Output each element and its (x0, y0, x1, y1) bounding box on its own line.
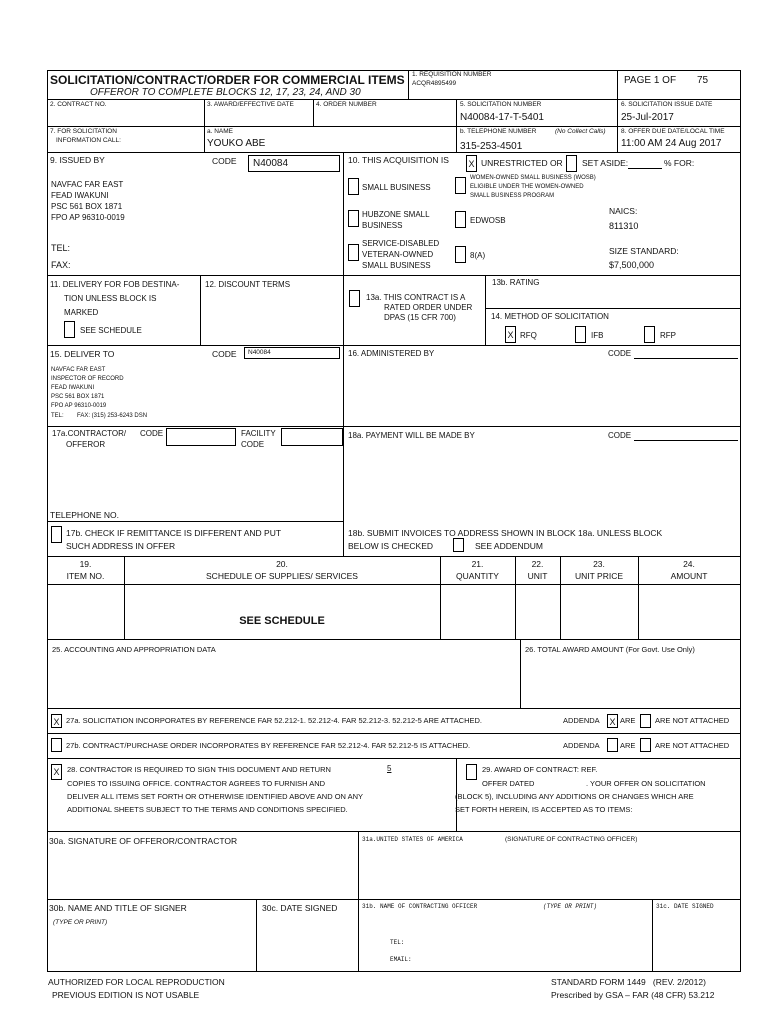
facility-code-label: CODE (241, 440, 265, 449)
issued-by-fax: FAX: (51, 260, 71, 270)
deliver-to-label: 15. DELIVER TO (50, 349, 115, 359)
issued-by-line-2: FEAD IWAKUNI (51, 191, 109, 200)
offer-due-date[interactable]: 11:00 AM 24 Aug 2017 (621, 138, 722, 149)
payment-label: 18a. PAYMENT WILL BE MADE BY (348, 431, 475, 440)
clause-27b-checkbox[interactable] (51, 738, 62, 752)
contractor-code-label: CODE (140, 429, 164, 438)
see-addendum-label: SEE ADDENDUM (475, 541, 544, 551)
co-tel-label: TEL: (390, 939, 405, 946)
col19-num: 19. (79, 559, 92, 569)
naics-code[interactable]: 811310 (609, 221, 639, 231)
see-addendum-checkbox[interactable] (453, 538, 464, 552)
remittance-line-1: 17b. CHECK IF REMITTANCE IS DIFFERENT AND PUT (66, 528, 282, 538)
rfq-label: RFQ (520, 331, 537, 340)
block29-line-4: SET FORTH HEREIN, IS ACCEPTED AS TO ITEMS: (455, 805, 633, 814)
deliver-to-line-5: FPO AP 96310-0019 (51, 403, 107, 409)
issued-by-line-1: NAVFAC FAR EAST (51, 180, 124, 189)
block11-line-1: 11. DELIVERY FOR FOB DESTINA- (50, 280, 180, 289)
size-standard-label: SIZE STANDARD: (609, 246, 679, 256)
set-aside-checkbox[interactable] (566, 155, 577, 172)
block29-line-3: (BLOCK 5), INCLUDING ANY ADDITIONS OR CHANGES WHICH ARE (455, 792, 694, 801)
col21-num: 21. (471, 559, 484, 569)
contractor-label-2: OFFEROR (66, 440, 106, 449)
form-title: SOLICITATION/CONTRACT/ORDER FOR COMMERCIAL ITEMS (50, 73, 405, 87)
co-name-label: 31b. NAME OF CONTRACTING OFFICER (362, 903, 478, 910)
small-business-checkbox[interactable] (348, 178, 359, 195)
block28-line-3: DELIVER ALL ITEMS SET FORTH OR OTHERWISE IDENTIFIED ABOVE AND ON ANY (67, 792, 364, 801)
co-type-note: (TYPE OR PRINT) (543, 903, 598, 910)
page-total: 75 (697, 75, 709, 86)
footer-left-2: PREVIOUS EDITION IS NOT USABLE (52, 990, 200, 1000)
footer-right-1: STANDARD FORM 1449 (REV. 2/2012) (551, 977, 706, 987)
block28-line-4: ADDITIONAL SHEETS SUBJECT TO THE TERMS AND CONDITIONS SPECIFIED. (67, 805, 348, 814)
addenda-27a-not-label: ARE NOT ATTACHED (655, 716, 730, 725)
rfq-checkbox[interactable]: X (505, 326, 516, 343)
clause-27b-text: 27b. CONTRACT/PURCHASE ORDER INCORPORATES BY REFERENCE FAR 52.212-4. FAR 52.212-5 IS ATTACHED. (66, 741, 471, 750)
block29-line-2b: . YOUR OFFER ON SOLICITATION (586, 779, 706, 788)
see-schedule-label: SEE SCHEDULE (80, 326, 142, 335)
contact-phone[interactable]: 315-253-4501 (460, 141, 523, 152)
offer-due-label: 8. OFFER DUE DATE/LOCAL TIME (621, 128, 725, 135)
dpas-line-2: RATED ORDER UNDER (384, 303, 473, 312)
accounting-label: 25. ACCOUNTING AND APPROPRIATION DATA (52, 645, 216, 654)
sdvosb-label-1: SERVICE-DISABLED (362, 239, 440, 248)
acquisition-label: 10. THIS ACQUISITION IS (348, 155, 449, 165)
col20-num: 20. (276, 559, 288, 569)
edwosb-checkbox[interactable] (455, 211, 466, 228)
requisition-label: 1. REQUISITION NUMBER (412, 71, 492, 78)
addenda-27b-not-label: ARE NOT ATTACHED (655, 741, 730, 750)
addenda-27a-not-checkbox[interactable] (640, 714, 651, 728)
co-signature-note: (SIGNATURE OF CONTRACTING OFFICER) (505, 836, 638, 843)
issued-by-code-field[interactable] (248, 155, 340, 172)
issued-by-tel: TEL: (51, 243, 71, 253)
info-call-label: 7. FOR SOLICITATION (50, 128, 117, 135)
issue-date-label: 6. SOLICITATION ISSUE DATE (621, 101, 713, 108)
addenda-27b-are-label: ARE (620, 741, 636, 750)
items-see-schedule: SEE SCHEDULE (239, 615, 325, 627)
date-signed-label: 30c. DATE SIGNED (262, 903, 338, 913)
payment-code-label: CODE (608, 431, 632, 440)
sdvosb-label-3: SMALL BUSINESS (362, 261, 431, 270)
offeror-signature-field[interactable] (48, 850, 356, 897)
edwosb-label: EDWOSB (470, 216, 506, 225)
size-standard[interactable]: $7,500,000 (609, 260, 655, 270)
block28-copies[interactable]: 5 (387, 764, 392, 773)
footer-right-2: Prescribed by GSA – FAR (48 CFR) 53.212 (551, 990, 715, 1000)
block28-checkbox[interactable]: X (51, 764, 62, 780)
wosb-checkbox[interactable] (455, 177, 466, 194)
set-aside-for-label: % FOR: (664, 158, 695, 168)
administered-by-code-line[interactable] (634, 358, 738, 359)
deliver-to-code-field[interactable] (244, 347, 340, 359)
rfp-label: RFP (660, 331, 676, 340)
col24-num: 24. (683, 559, 695, 569)
block11-line-2: TION UNLESS BLOCK IS (64, 294, 157, 303)
hubzone-checkbox[interactable] (348, 210, 359, 227)
rating-label: 13b. RATING (492, 278, 540, 287)
facility-label: FACILITY (241, 429, 276, 438)
usa-signature-label: 31a.UNITED STATES OF AMERICA (362, 836, 463, 843)
block29-line-2a: OFFER DATED (482, 779, 535, 788)
naics-label: NAICS: (609, 206, 638, 216)
total-award-label: 26. TOTAL AWARD AMOUNT (For Govt. Use Only) (525, 645, 695, 654)
contract-no-label: 2. CONTRACT NO. (50, 101, 107, 108)
offeror-signature-label: 30a. SIGNATURE OF OFFEROR/CONTRACTOR (49, 836, 238, 846)
set-aside-pct-line[interactable] (628, 168, 662, 169)
issued-by-line-3: PSC 561 BOX 1871 (51, 202, 123, 211)
issued-by-label: 9. ISSUED BY (50, 155, 105, 165)
col20-header: SCHEDULE OF SUPPLIES/ SERVICES (206, 571, 358, 581)
deliver-to-line-1: NAVFAC FAR EAST (51, 367, 106, 373)
col24-header: AMOUNT (670, 571, 708, 581)
contractor-label: 17a.CONTRACTOR/ (52, 429, 127, 438)
eight-a-checkbox[interactable] (455, 246, 466, 263)
name-label: a. NAME (207, 128, 234, 135)
addenda-27a-label: ADDENDA (563, 716, 600, 725)
clause-27a-checkbox[interactable]: X (51, 714, 62, 728)
wosb-label-2: ELIGIBLE UNDER THE WOMEN-OWNED (470, 184, 584, 190)
payment-code-line[interactable] (634, 440, 738, 441)
col23-header: UNIT PRICE (574, 571, 624, 581)
hubzone-label-1: HUBZONE SMALL (362, 210, 430, 219)
small-business-label: SMALL BUSINESS (362, 183, 431, 192)
issued-by-code: N40084 (253, 158, 289, 169)
addenda-27a-are-checkbox[interactable]: X (607, 714, 618, 728)
deliver-to-line-2: INSPECTOR OF RECORD (51, 376, 124, 382)
block28-line-2: COPIES TO ISSUING OFFICE. CONTRACTOR AGREES TO FURNISH AND (67, 779, 326, 788)
phone-label: b. TELEPHONE NUMBER (460, 128, 537, 135)
administered-by-code-label: CODE (608, 349, 632, 358)
deliver-to-code-label: CODE (212, 349, 237, 359)
block28-line-1: 28. CONTRACTOR IS REQUIRED TO SIGN THIS DOCUMENT AND RETURN (67, 765, 331, 774)
dpas-line-1: 13a. THIS CONTRACT IS A (366, 293, 466, 302)
remittance-line-2: SUCH ADDRESS IN OFFER (66, 541, 176, 551)
addenda-27b-are-checkbox[interactable] (607, 738, 618, 752)
footer-left-1: AUTHORIZED FOR LOCAL REPRODUCTION (48, 977, 225, 987)
award-date-label: 3. AWARD/EFFECTIVE DATE (207, 101, 294, 108)
col21-header: QUANTITY (456, 571, 499, 581)
co-email-label: EMAIL: (390, 956, 412, 963)
unrestricted-checkbox[interactable]: X (466, 155, 477, 172)
administered-by-label: 16. ADMINISTERED BY (348, 349, 435, 358)
clause-27a-text: 27a. SOLICITATION INCORPORATES BY REFERENCE FAR 52.212-1. 52.212-4. FAR 52.212-3. 52.212-5 ARE ATTACHED. (66, 716, 482, 725)
issued-by-line-4: FPO AP 96310-0019 (51, 213, 125, 222)
phone-note: (No Collect Calls) (555, 128, 606, 135)
ifb-label: IFB (591, 331, 604, 340)
contractor-code-field[interactable] (166, 428, 236, 446)
requisition-number: ACQR4895499 (412, 80, 457, 87)
form-subtitle: OFFEROR TO COMPLETE BLOCKS 12, 17, 23, 24, AND 30 (90, 87, 361, 98)
page-label: PAGE 1 OF (624, 75, 677, 86)
issued-by-code-label: CODE (212, 156, 237, 166)
addenda-27b-not-checkbox[interactable] (640, 738, 651, 752)
invoice-line-2: BELOW IS CHECKED (348, 541, 434, 551)
eight-a-label: 8(A) (470, 251, 486, 260)
dpas-line-3: DPAS (15 CFR 700) (384, 313, 456, 322)
solicitation-number[interactable]: N40084-17-T-5401 (460, 112, 544, 123)
wosb-label-1: WOMEN-OWNED SMALL BUSINESS (WOSB) (470, 175, 596, 181)
issue-date[interactable]: 25-Jul-2017 (621, 112, 674, 123)
addenda-27a-are-label: ARE (620, 716, 636, 725)
addenda-27b-label: ADDENDA (563, 741, 600, 750)
col22-header: UNIT (527, 571, 548, 581)
unrestricted-label: UNRESTRICTED OR (481, 158, 563, 168)
telephone-label: TELEPHONE NO. (50, 510, 119, 520)
block11-line-3: MARKED (64, 308, 99, 317)
invoice-line-1: 18b. SUBMIT INVOICES TO ADDRESS SHOWN IN BLOCK 18a. UNLESS BLOCK (348, 528, 663, 538)
deliver-to-line-6: TEL: FAX: (315) 253-6243 DSN (51, 413, 148, 419)
ifb-checkbox[interactable] (575, 326, 586, 343)
facility-code-field[interactable] (281, 428, 343, 446)
order-number-label: 4. ORDER NUMBER (316, 101, 377, 108)
method-label: 14. METHOD OF SOLICITATION (491, 312, 609, 321)
contact-name[interactable]: YOUKO ABE (207, 138, 266, 149)
co-signature-field[interactable] (359, 850, 739, 897)
signer-name-label: 30b. NAME AND TITLE OF SIGNER (49, 903, 187, 913)
wosb-label-3: SMALL BUSINESS PROGRAM (470, 193, 555, 199)
see-schedule-checkbox[interactable] (64, 321, 75, 338)
deliver-to-line-4: PSC 561 BOX 1871 (51, 394, 105, 400)
sdvosb-label-2: VETERAN-OWNED (362, 250, 434, 259)
discount-terms-label: 12. DISCOUNT TERMS (205, 280, 291, 289)
deliver-to-line-3: FEAD IWAKUNI (51, 385, 95, 391)
sdvosb-checkbox[interactable] (348, 244, 359, 261)
col19-header: ITEM NO. (66, 571, 105, 581)
col22-num: 22. (531, 559, 544, 569)
remittance-checkbox[interactable] (51, 526, 62, 543)
co-date-label: 31c. DATE SIGNED (656, 903, 714, 910)
signer-type-note: (TYPE OR PRINT) (53, 919, 108, 926)
col23-num: 23. (593, 559, 605, 569)
set-aside-label: SET ASIDE: (582, 158, 629, 168)
block29-checkbox[interactable] (466, 764, 477, 780)
rfp-checkbox[interactable] (644, 326, 655, 343)
info-call-label-2: INFORMATION CALL: (56, 137, 121, 144)
deliver-to-code: N40084 (248, 349, 271, 356)
hubzone-label-2: BUSINESS (362, 221, 403, 230)
block29-line-1: 29. AWARD OF CONTRACT: REF. (482, 765, 598, 774)
dpas-checkbox[interactable] (349, 290, 360, 307)
solicitation-number-label: 5. SOLICITATION NUMBER (460, 101, 542, 108)
